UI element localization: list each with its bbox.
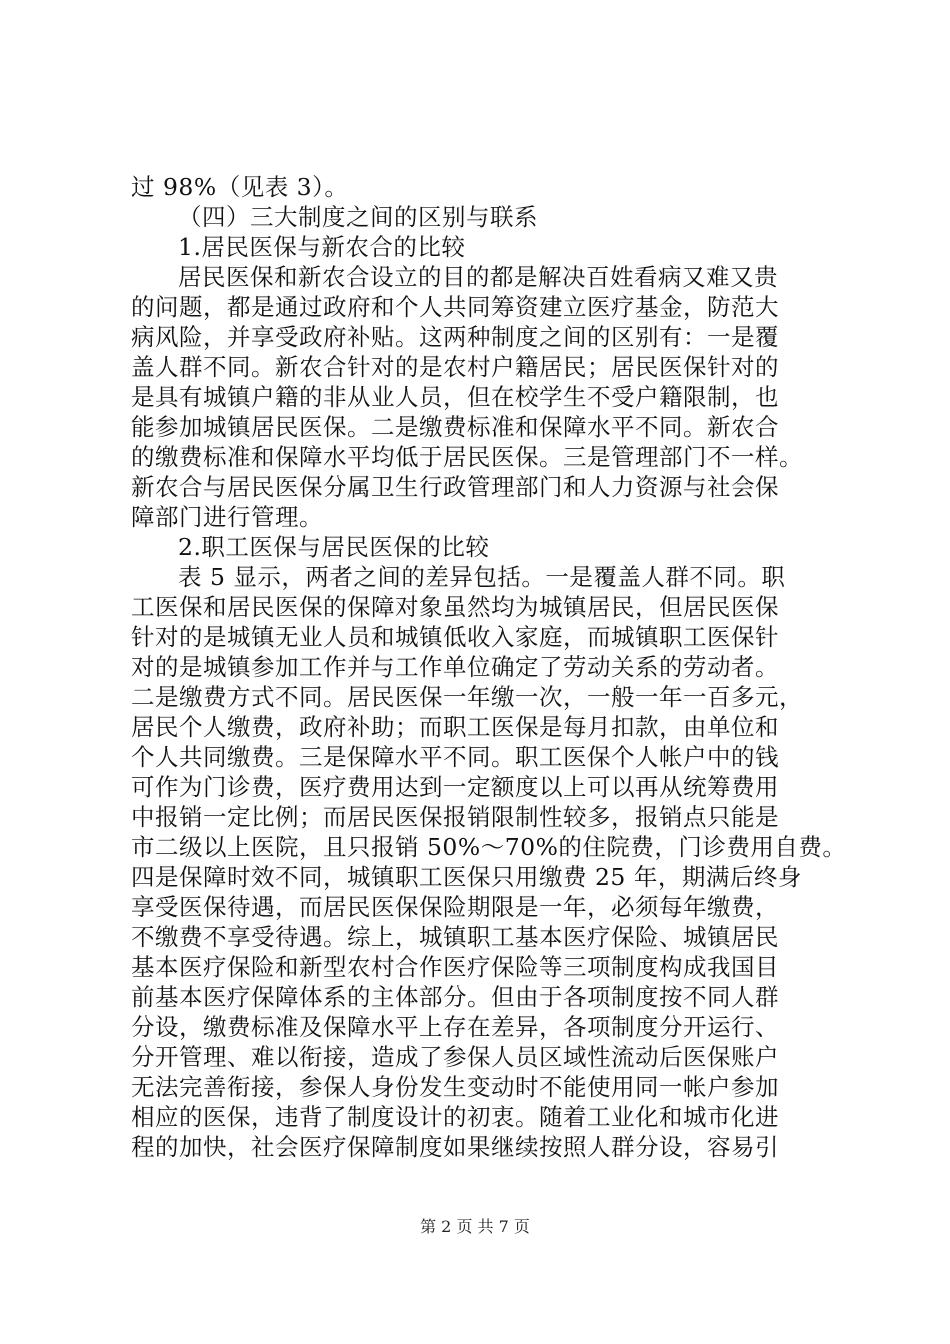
text-line: 2.职工医保与居民医保的比较	[178, 533, 490, 561]
text-line: 的问题，都是通过政府和个人共同筹资建立医疗基金，防范大	[131, 293, 779, 321]
text-line: 障部门进行管理。	[131, 503, 323, 531]
text-line: 是具有城镇户籍的非从业人员，但在校学生不受户籍限制，也	[131, 383, 779, 411]
text-line: 可作为门诊费，医疗费用达到一定额度以上可以再从统筹费用	[131, 773, 779, 801]
text-line: 个人共同缴费。三是保障水平不同。职工医保个人帐户中的钱	[131, 743, 779, 771]
text-line: 盖人群不同。新农合针对的是农村户籍居民；居民医保针对的	[131, 353, 779, 381]
text-line: 享受医保待遇，而居民医保保险期限是一年，必须每年缴费，	[131, 893, 779, 921]
text-line: 居民医保和新农合设立的目的都是解决百姓看病又难又贵	[178, 263, 778, 291]
text-line: 能参加城镇居民医保。二是缴费标准和保障水平不同。新农合	[131, 413, 779, 441]
text-line: 无法完善衔接，参保人身份发生变动时不能使用同一帐户参加	[131, 1073, 779, 1101]
text-line: 基本医疗保险和新型农村合作医疗保险等三项制度构成我国目	[131, 953, 779, 981]
text-line: 病风险，并享受政府补贴。这两种制度之间的区别有：一是覆	[131, 323, 779, 351]
page-footer: 第 2 页 共 7 页	[420, 1217, 530, 1236]
text-line: 过 98%（见表 3）。	[131, 173, 349, 201]
text-line: 中报销一定比例；而居民医保报销限制性较多，报销点只能是	[131, 803, 779, 831]
text-line: 程的加快，社会医疗保障制度如果继续按照人群分设，容易引	[131, 1133, 779, 1161]
text-line: 居民个人缴费，政府补助；而职工医保是每月扣款，由单位和	[131, 713, 779, 741]
text-line: 分设，缴费标准及保障水平上存在差异，各项制度分开运行、	[131, 1013, 779, 1041]
text-line: 相应的医保，违背了制度设计的初衷。随着工业化和城市化进	[131, 1103, 779, 1131]
text-line: 对的是城镇参加工作并与工作单位确定了劳动关系的劳动者。	[131, 653, 779, 681]
text-line: 二是缴费方式不同。居民医保一年缴一次，一般一年一百多元，	[131, 683, 803, 711]
text-line: 不缴费不享受待遇。综上，城镇职工基本医疗保险、城镇居民	[131, 923, 779, 951]
text-line: 四是保障时效不同，城镇职工医保只用缴费 25 年，期满后终身	[131, 863, 802, 891]
text-line: 工医保和居民医保的保障对象虽然均为城镇居民，但居民医保	[131, 593, 779, 621]
text-line: 针对的是城镇无业人员和城镇低收入家庭，而城镇职工医保针	[131, 623, 779, 651]
text-line: （四）三大制度之间的区别与联系	[178, 203, 538, 231]
text-line: 1.居民医保与新农合的比较	[178, 233, 466, 261]
text-line: 表 5 显示，两者之间的差异包括。一是覆盖人群不同。职	[178, 563, 786, 591]
text-line: 市二级以上医院，且只报销 50%～70%的住院费，门诊费用自费。	[131, 833, 847, 861]
text-line: 分开管理、难以衔接，造成了参保人员区域性流动后医保账户	[131, 1043, 779, 1071]
text-line: 前基本医疗保障体系的主体部分。但由于各项制度按不同人群	[131, 983, 779, 1011]
text-line: 的缴费标准和保障水平均低于居民医保。三是管理部门不一样。	[131, 443, 803, 471]
text-line: 新农合与居民医保分属卫生行政管理部门和人力资源与社会保	[131, 473, 779, 501]
body-text	[131, 172, 847, 1162]
